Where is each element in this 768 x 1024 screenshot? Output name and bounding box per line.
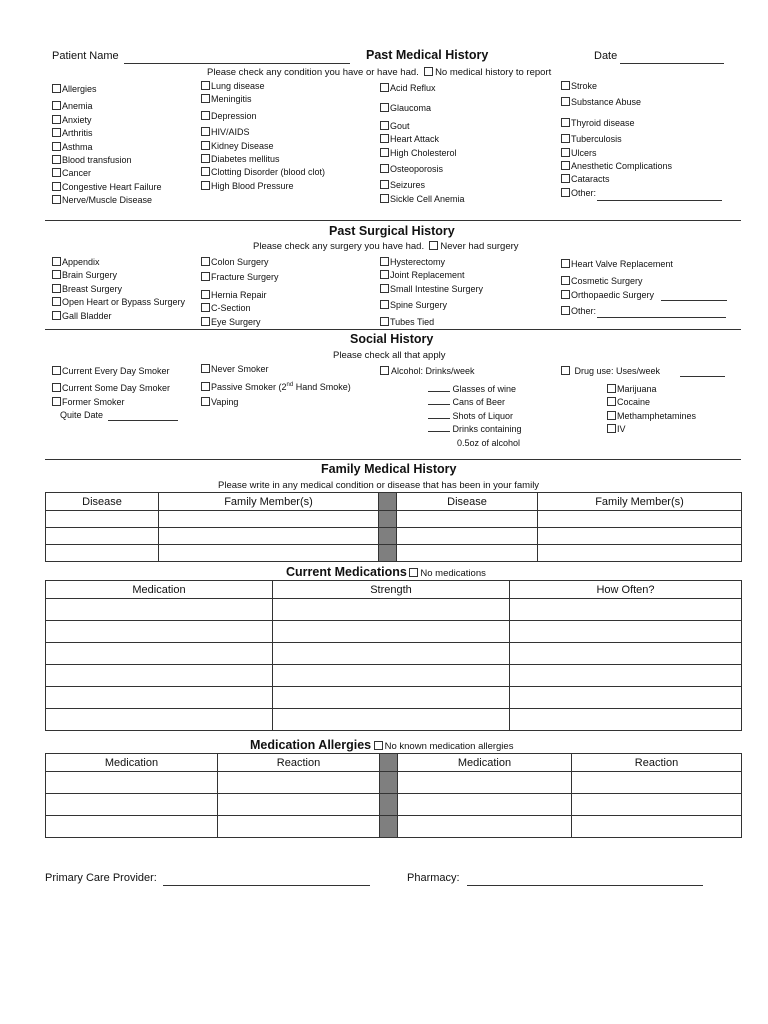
table-row [46,709,742,731]
no-medical-history-checkbox[interactable]: No medical history to report [424,67,551,78]
medical-column-2 [201,80,325,193]
medications-title: Current Medications [286,565,407,579]
table-cell[interactable] [273,599,510,621]
checkbox-allergies[interactable]: Allergies [52,83,162,96]
table-cell[interactable] [273,643,510,665]
table-cell[interactable] [510,687,742,709]
table-cell[interactable] [273,665,510,687]
orthopaedic-field[interactable] [661,300,727,301]
smoking-column [52,365,170,423]
pcp-field[interactable] [163,885,370,886]
drinks-list [428,383,522,450]
pharmacy-label: Pharmacy: [407,872,460,884]
checkbox-never-smoker[interactable]: Never Smoker [201,363,351,376]
checkbox-lung-disease[interactable]: Lung disease [201,80,325,93]
checkbox-anesthetic[interactable]: Anesthetic Complications [561,160,672,173]
column-header: Strength [273,581,510,599]
wine-field[interactable] [428,383,450,392]
table-cell[interactable] [510,643,742,665]
checkbox-acid-reflux[interactable]: Acid Reflux [380,82,465,95]
checkbox-heart-attack[interactable]: Heart Attack [380,133,465,146]
table-cell[interactable] [159,511,379,528]
checkbox-seizures[interactable]: Seizures [380,179,465,192]
checkbox-current-some-day-smoker[interactable]: Current Some Day Smoker [52,382,170,395]
medical-other-field[interactable] [597,200,722,201]
checkbox-cocaine[interactable]: Cocaine [607,396,696,409]
checkbox-cancer[interactable]: Cancer [52,167,162,180]
table-cell[interactable] [159,545,379,562]
drug-list [607,383,696,437]
table-cell[interactable] [46,709,273,731]
social-title: Social History [350,332,434,346]
checkbox-heart-valve[interactable]: Heart Valve Replacement [561,258,673,271]
table-cell[interactable] [46,772,218,794]
never-had-surgery-checkbox[interactable]: Never had surgery [429,241,518,252]
table-cell[interactable] [46,621,273,643]
divider [45,220,741,221]
checkbox-vaping[interactable]: Vaping [201,396,351,409]
checkbox-passive-smoker[interactable]: Passive Smoker (2nd Hand Smoke) [201,379,351,392]
table-cell[interactable] [46,545,159,562]
pcp-label: Primary Care Provider: [45,872,157,884]
checkbox-appendix[interactable]: Appendix [52,256,185,269]
table-cell[interactable] [46,599,273,621]
table-cell[interactable] [46,528,159,545]
checkbox-colon-surgery[interactable]: Colon Surgery [201,256,279,269]
checkbox-high-blood-pressure[interactable]: High Blood Pressure [201,180,325,193]
checkbox-small-intestine[interactable]: Small Intestine Surgery [380,283,483,296]
table-cell[interactable] [46,687,273,709]
allergies-table [45,753,742,838]
social-note: Please check all that apply [333,350,446,361]
table-row [46,772,742,794]
table-cell[interactable] [538,528,742,545]
table-row [46,545,742,562]
checkbox-spine-surgery[interactable]: Spine Surgery [380,299,483,312]
checkbox-glaucoma[interactable]: Glaucoma [380,102,465,115]
checkbox-alcohol[interactable]: Alcohol: Drinks/week [380,366,475,376]
checkbox-ulcers[interactable]: Ulcers [561,147,672,160]
checkbox-kidney-disease[interactable]: Kidney Disease [201,140,325,153]
checkbox-diabetes[interactable]: Diabetes mellitus [201,153,325,166]
column-header: Disease [397,493,538,511]
table-cell[interactable] [572,772,742,794]
table-cell[interactable] [46,816,218,838]
table-cell[interactable] [218,816,380,838]
separator [379,545,397,562]
medical-column-3 [380,82,465,206]
table-cell[interactable] [46,511,159,528]
checkbox-cataracts[interactable]: Cataracts [561,173,672,186]
drinks-containing-note: 0.5oz of alcohol [457,437,521,448]
drinks-liquor: Shots of Liquor [452,410,514,421]
patient-name-label: Patient Name [52,50,119,62]
checkbox-tubes-tied[interactable]: Tubes Tied [380,316,483,329]
checkbox-c-section[interactable]: C-Section [201,302,279,315]
column-header: Medication [398,754,572,772]
table-cell[interactable] [572,816,742,838]
smoker-status-column [201,363,351,409]
table-cell[interactable] [397,511,538,528]
table-cell[interactable] [398,772,572,794]
medical-note: Please check any condition you have or have had. [207,67,419,78]
table-cell[interactable] [398,794,572,816]
table-row [46,621,742,643]
checkbox-joint-replacement[interactable]: Joint Replacement [380,269,483,282]
checkbox-chf[interactable]: Congestive Heart Failure [52,181,162,194]
column-header: Reaction [572,754,742,772]
column-header: Disease [46,493,159,511]
checkbox-open-heart[interactable]: Open Heart or Bypass Surgery [52,296,185,309]
checkbox-former-smoker[interactable]: Former Smoker [52,396,170,409]
table-row [46,528,742,545]
surgical-column-4 [561,258,673,319]
table-row [46,643,742,665]
checkbox-surgical-other[interactable]: Other: [561,305,673,318]
drug-use-field[interactable] [680,376,725,377]
checkbox-sickle-cell[interactable]: Sickle Cell Anemia [380,193,465,206]
checkbox-depression[interactable]: Depression [201,110,325,123]
family-title: Family Medical History [321,462,457,476]
checkbox-blood-transfusion[interactable]: Blood transfusion [52,154,162,167]
table-cell[interactable] [397,545,538,562]
surgical-column-1 [52,256,185,323]
no-medications-checkbox[interactable]: No medications [409,568,485,579]
checkbox-breast-surgery[interactable]: Breast Surgery [52,283,185,296]
no-known-allergies-checkbox[interactable]: No known medication allergies [374,741,514,752]
table-cell[interactable] [46,794,218,816]
checkbox-medical-other[interactable]: Other: [561,187,672,200]
drinks-beer: Cans of Beer [452,397,506,408]
pharmacy-field[interactable] [467,885,703,886]
drinks-wine: Glasses of wine [452,384,517,394]
checkbox-substance-abuse[interactable]: Substance Abuse [561,96,672,109]
surgical-other-field[interactable] [597,317,726,318]
family-note: Please write in any medical condition or disease that has been in your family [218,480,540,491]
table-row [46,599,742,621]
table-row [46,665,742,687]
checkbox-gall-bladder[interactable]: Gall Bladder [52,310,185,323]
checkbox-clotting-disorder[interactable]: Clotting Disorder (blood clot) [201,166,325,179]
family-history-table [45,492,742,562]
table-cell[interactable] [398,816,572,838]
separator [379,511,397,528]
quit-date-field[interactable] [108,420,178,421]
checkbox-arthritis[interactable]: Arthritis [52,127,162,140]
checkbox-asthma[interactable]: Asthma [52,141,162,154]
table-row [46,511,742,528]
table-cell[interactable] [538,511,742,528]
checkbox-gout[interactable]: Gout [380,120,465,133]
table-cell[interactable] [538,545,742,562]
divider [45,329,741,330]
checkbox-fracture-surgery[interactable]: Fracture Surgery [201,271,279,284]
table-cell[interactable] [510,665,742,687]
table-row [46,687,742,709]
table-cell[interactable] [273,621,510,643]
column-header: Family Member(s) [538,493,742,511]
checkbox-brain-surgery[interactable]: Brain Surgery [52,269,185,282]
checkbox-eye-surgery[interactable]: Eye Surgery [201,316,279,329]
surgical-column-2 [201,256,279,329]
checkbox-iv[interactable]: IV [607,423,696,436]
column-header: Family Member(s) [159,493,379,511]
checkbox-high-cholesterol[interactable]: High Cholesterol [380,147,465,160]
table-cell[interactable] [510,599,742,621]
table-cell[interactable] [273,709,510,731]
liquor-field[interactable] [428,410,450,419]
table-cell[interactable] [218,772,380,794]
drinks-containing-field[interactable] [428,423,450,432]
checkbox-osteoporosis[interactable]: Osteoporosis [380,163,465,176]
column-header: Medication [46,754,218,772]
separator [380,816,398,838]
table-cell[interactable] [572,794,742,816]
date-label: Date [594,50,618,62]
table-cell[interactable] [218,794,380,816]
column-header: Reaction [218,754,380,772]
table-cell[interactable] [159,528,379,545]
checkbox-hernia-repair[interactable]: Hernia Repair [201,289,279,302]
checkbox-tuberculosis[interactable]: Tuberculosis [561,133,672,146]
page-title: Past Medical History [366,48,489,62]
table-cell[interactable] [510,709,742,731]
table-cell[interactable] [46,643,273,665]
patient-name-field[interactable] [124,63,350,64]
separator [380,754,398,772]
checkbox-marijuana[interactable]: Marijuana [607,383,696,396]
separator [380,772,398,794]
medications-table [45,580,742,731]
surgical-note: Please check any surgery you have had. [253,241,425,252]
checkbox-nerve-muscle[interactable]: Nerve/Muscle Disease [52,194,162,207]
table-cell[interactable] [273,687,510,709]
checkbox-stroke[interactable]: Stroke [561,80,672,93]
separator [379,493,397,511]
table-cell[interactable] [46,665,273,687]
divider [45,459,741,460]
surgical-column-3 [380,256,483,329]
medical-column-1 [52,83,162,208]
medical-column-4 [561,80,672,200]
column-header: Medication [46,581,273,599]
checkbox-methamphetamines[interactable]: Methamphetamines [607,410,696,423]
column-header: How Often? [510,581,742,599]
surgical-title: Past Surgical History [329,224,455,238]
drinks-containing: Drinks containing [452,424,522,435]
separator [379,528,397,545]
table-row [46,816,742,838]
checkbox-orthopaedic-surgery[interactable]: Orthopaedic Surgery [561,289,673,302]
checkbox-cosmetic-surgery[interactable]: Cosmetic Surgery [561,275,673,288]
checkbox-current-every-day-smoker[interactable]: Current Every Day Smoker [52,365,170,378]
checkbox-thyroid[interactable]: Thyroid disease [561,117,672,130]
table-cell[interactable] [510,621,742,643]
checkbox-drug-use[interactable]: Drug use: Uses/week [561,366,660,376]
beer-field[interactable] [428,396,450,405]
checkbox-anxiety[interactable]: Anxiety [52,114,162,127]
date-field[interactable] [620,63,724,64]
allergies-title: Medication Allergies [250,738,372,752]
separator [380,794,398,816]
checkbox-hiv-aids[interactable]: HIV/AIDS [201,126,325,139]
table-row [46,794,742,816]
quit-date-label: Quite Date [60,410,104,421]
table-cell[interactable] [397,528,538,545]
checkbox-anemia[interactable]: Anemia [52,100,162,113]
checkbox-meningitis[interactable]: Meningitis [201,93,325,106]
checkbox-hysterectomy[interactable]: Hysterectomy [380,256,483,269]
